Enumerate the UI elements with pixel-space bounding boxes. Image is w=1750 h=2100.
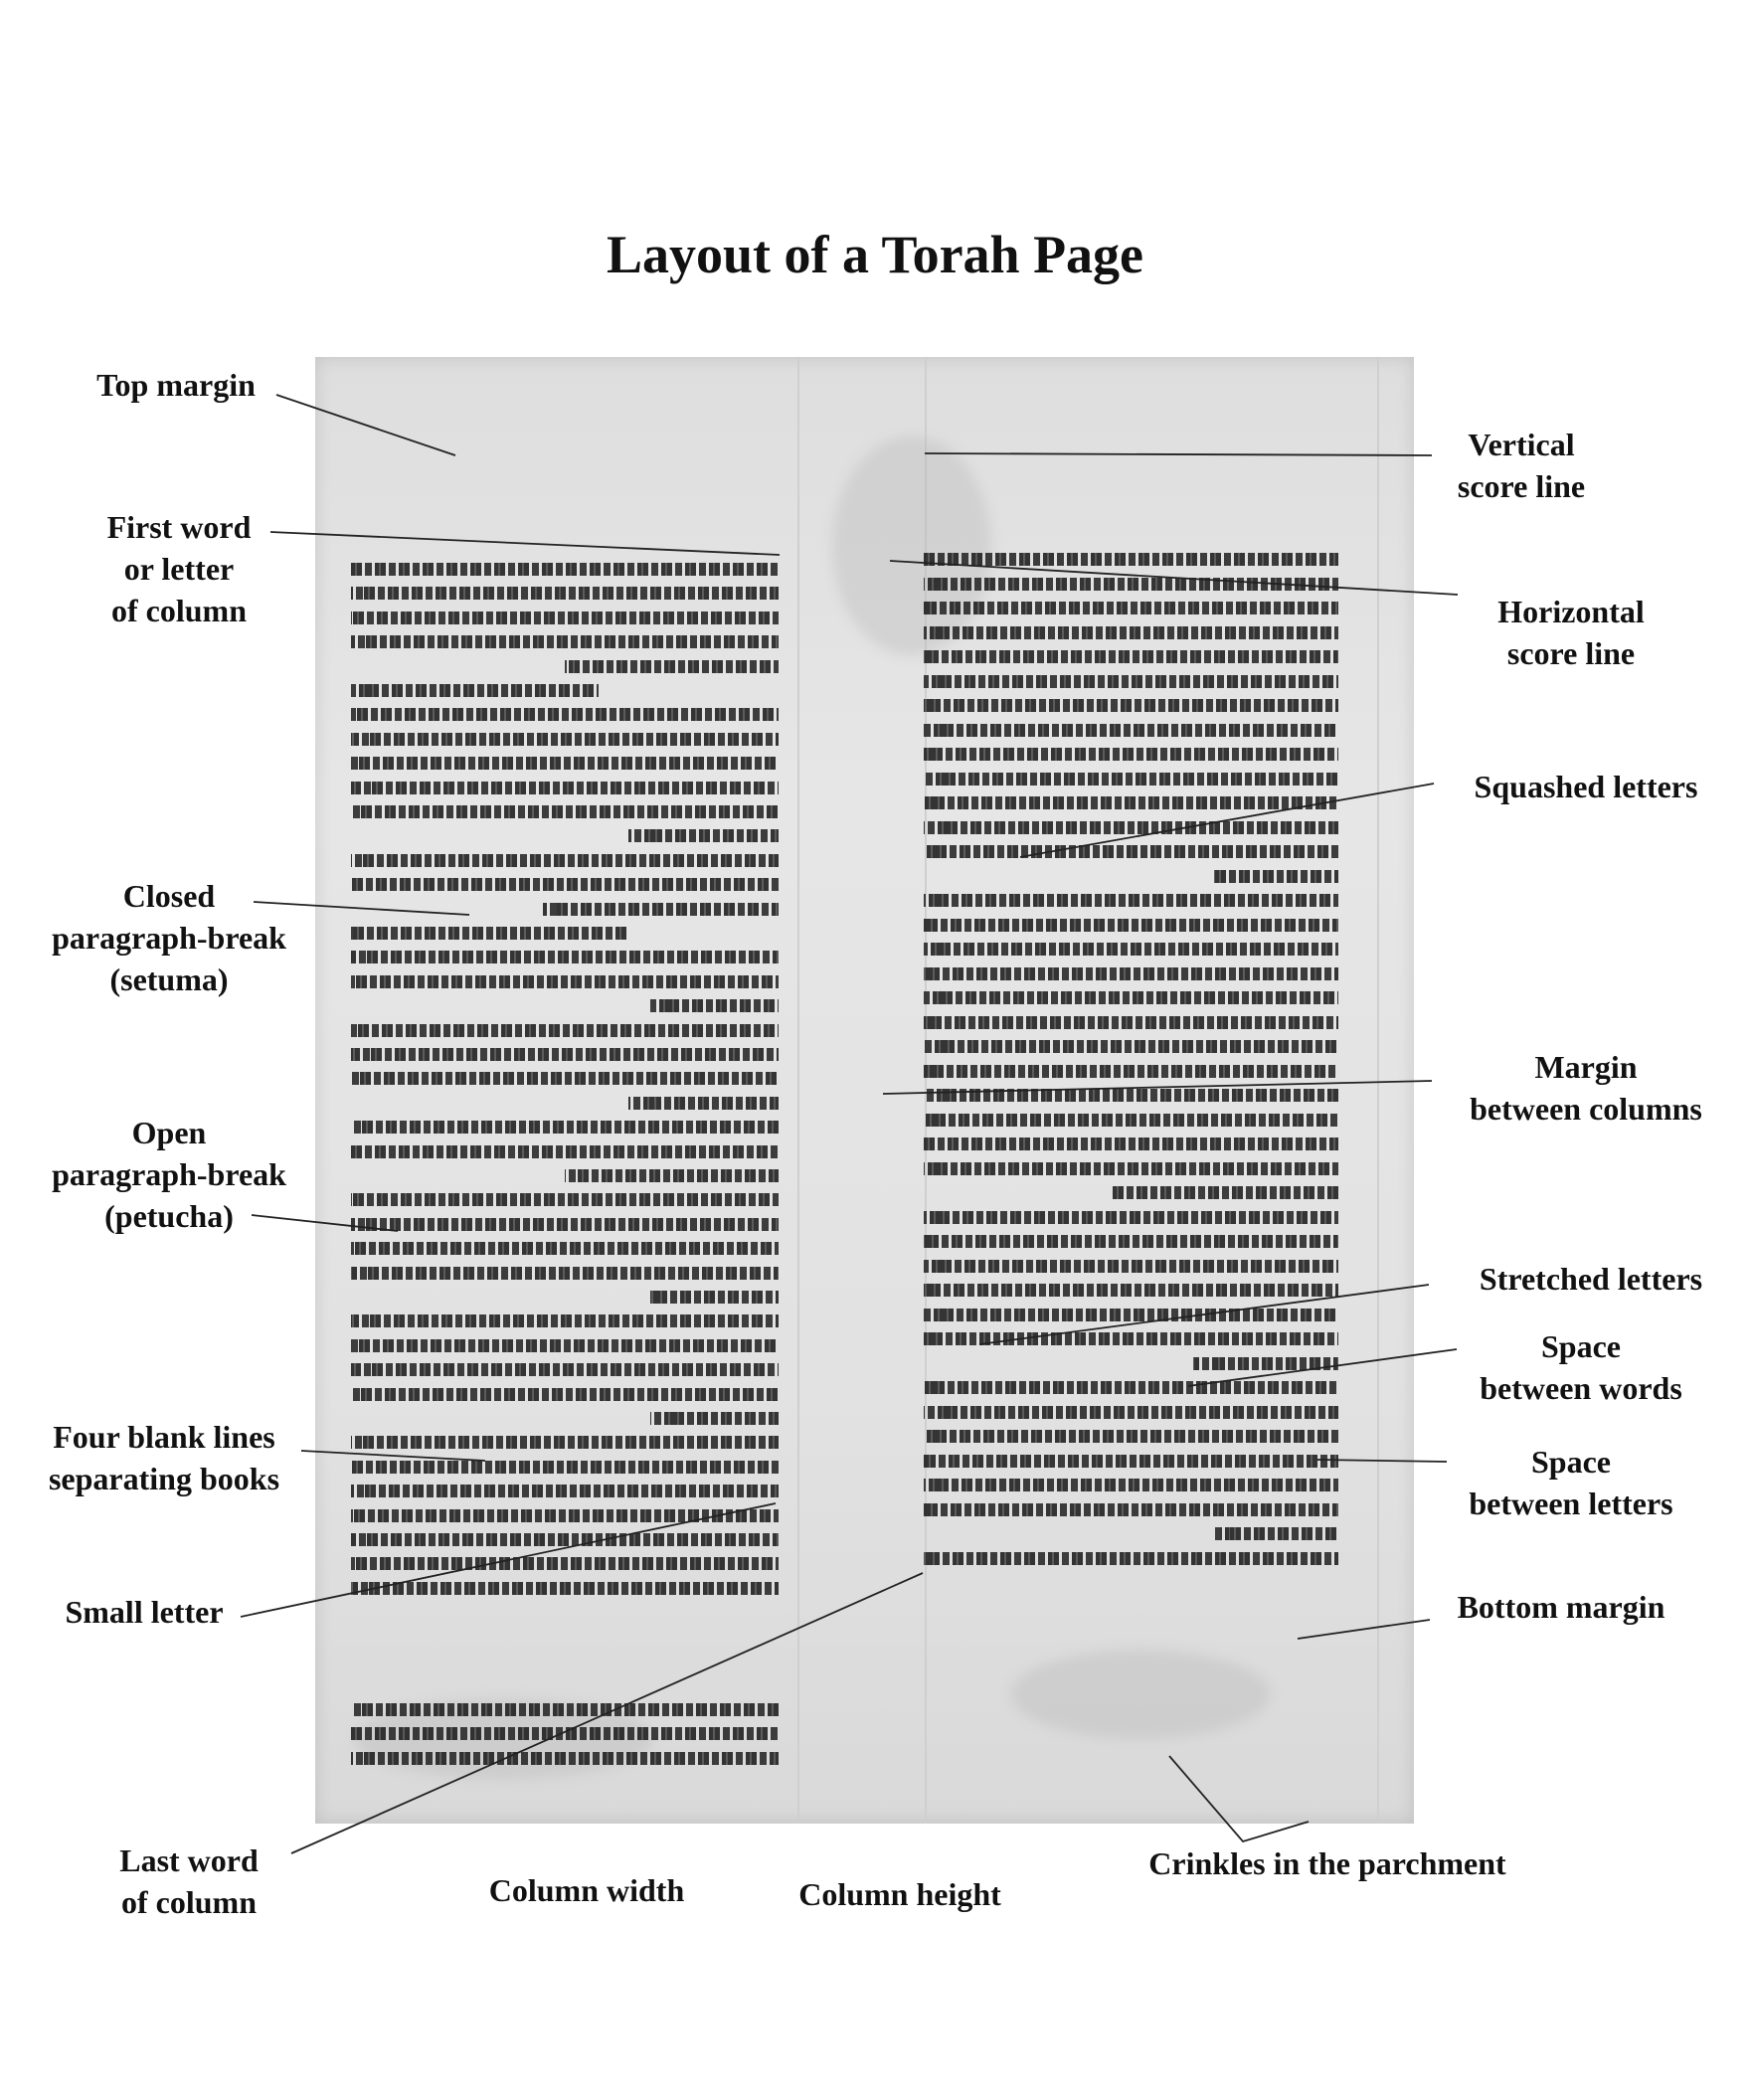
label-first-word: First word or letter of column bbox=[106, 509, 252, 628]
label-squashed-letters: Squashed letters bbox=[1474, 769, 1698, 804]
leader-space-letters bbox=[1317, 1460, 1447, 1462]
leader-margin-between bbox=[883, 1081, 1432, 1094]
leader-space-words bbox=[1188, 1349, 1457, 1386]
label-vertical-score: Vertical score line bbox=[1457, 427, 1586, 504]
label-closed-break: Closed paragraph-break (setuma) bbox=[52, 878, 286, 997]
leader-squashed bbox=[1020, 784, 1434, 857]
label-four-blank-lines: Four blank lines separating books bbox=[48, 1419, 280, 1496]
label-open-break: Open paragraph-break (petucha) bbox=[52, 1115, 286, 1234]
label-crinkles: Crinkles in the parchment bbox=[1148, 1845, 1506, 1881]
leader-bottom-margin bbox=[1298, 1620, 1430, 1639]
label-column-width: Column width bbox=[488, 1872, 685, 1908]
leader-crinkles bbox=[1169, 1756, 1309, 1841]
label-horizontal-score: Horizontal score line bbox=[1497, 594, 1645, 671]
label-space-between-letters: Space between letters bbox=[1469, 1444, 1673, 1521]
leader-stretched bbox=[979, 1285, 1429, 1344]
label-bottom-margin: Bottom margin bbox=[1457, 1589, 1665, 1625]
label-margin-between-columns: Margin between columns bbox=[1470, 1049, 1702, 1127]
leader-last-word bbox=[291, 1573, 923, 1853]
leader-first-word bbox=[270, 532, 780, 555]
label-stretched-letters: Stretched letters bbox=[1479, 1261, 1703, 1297]
label-small-letter: Small letter bbox=[65, 1594, 224, 1630]
label-column-height: Column height bbox=[798, 1876, 1001, 1912]
leader-top-margin bbox=[276, 395, 455, 455]
label-last-word: Last word of column bbox=[119, 1842, 259, 1920]
leader-vertical-score bbox=[925, 453, 1432, 455]
leader-four-blank bbox=[301, 1451, 485, 1461]
page-title: Layout of a Torah Page bbox=[606, 225, 1144, 284]
leader-horizontal-score bbox=[890, 561, 1458, 595]
leader-small-letter bbox=[241, 1503, 776, 1617]
label-top-margin: Top margin bbox=[96, 367, 256, 403]
label-space-between-words: Space between words bbox=[1480, 1328, 1682, 1406]
